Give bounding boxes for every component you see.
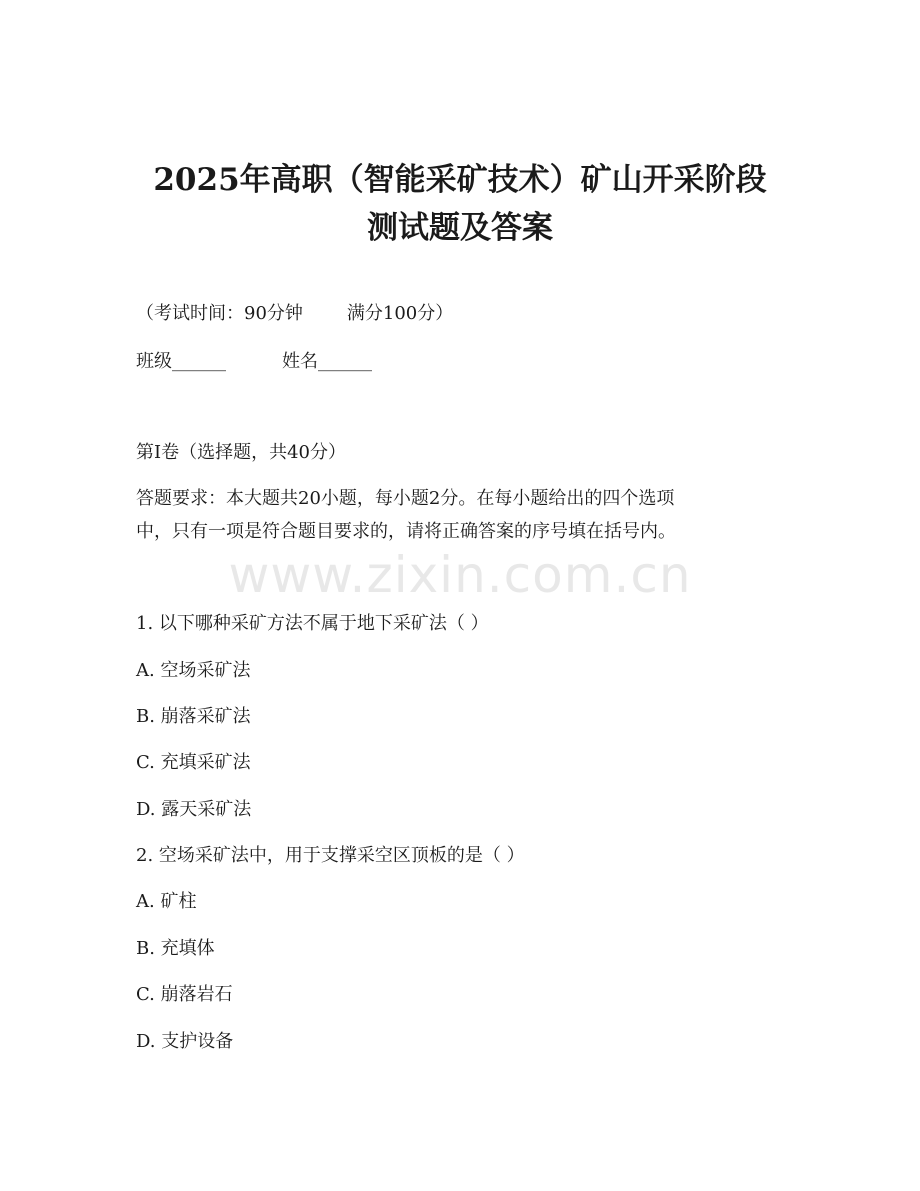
document-title-line-1: 2025年高职（智能采矿技术）矿山开采阶段 bbox=[153, 162, 767, 198]
exam-time: （考试时间：90分钟 bbox=[136, 303, 303, 324]
question-1-option-c: C. 充填采矿法 bbox=[136, 752, 251, 773]
watermark: www.zixin.com.cn bbox=[228, 546, 692, 604]
question-2-option-b: B. 充填体 bbox=[136, 938, 215, 959]
question-2-option-d: D. 支护设备 bbox=[136, 1031, 234, 1052]
document-title-line-2: 测试题及答案 bbox=[367, 210, 553, 246]
question-2-option-a: A. 矿柱 bbox=[136, 891, 197, 912]
question-2-option-c: C. 崩落岩石 bbox=[136, 984, 233, 1005]
name-field: 姓名______ bbox=[282, 351, 372, 372]
question-1-option-b: B. 崩落采矿法 bbox=[136, 706, 251, 727]
question-2-stem: 2. 空场采矿法中，用于支撑采空区顶板的是（ ） bbox=[136, 845, 525, 866]
exam-full-score: 满分100分） bbox=[346, 303, 454, 324]
requirements-line-2: 中，只有一项是符合题目要求的，请将正确答案的序号填在括号内。 bbox=[136, 521, 676, 542]
student-fields bbox=[136, 350, 372, 374]
question-1-stem: 1. 以下哪种采矿方法不属于地下采矿法（ ） bbox=[136, 613, 489, 634]
question-1-option-a: A. 空场采矿法 bbox=[136, 660, 251, 681]
section-heading: 第I卷（选择题，共40分） bbox=[136, 442, 347, 463]
class-field: 班级______ bbox=[136, 351, 226, 372]
requirements-line-1: 答题要求：本大题共20小题，每小题2分。在每小题给出的四个选项 bbox=[136, 488, 675, 509]
exam-info bbox=[136, 302, 453, 326]
question-1-option-d: D. 露天采矿法 bbox=[136, 799, 252, 820]
